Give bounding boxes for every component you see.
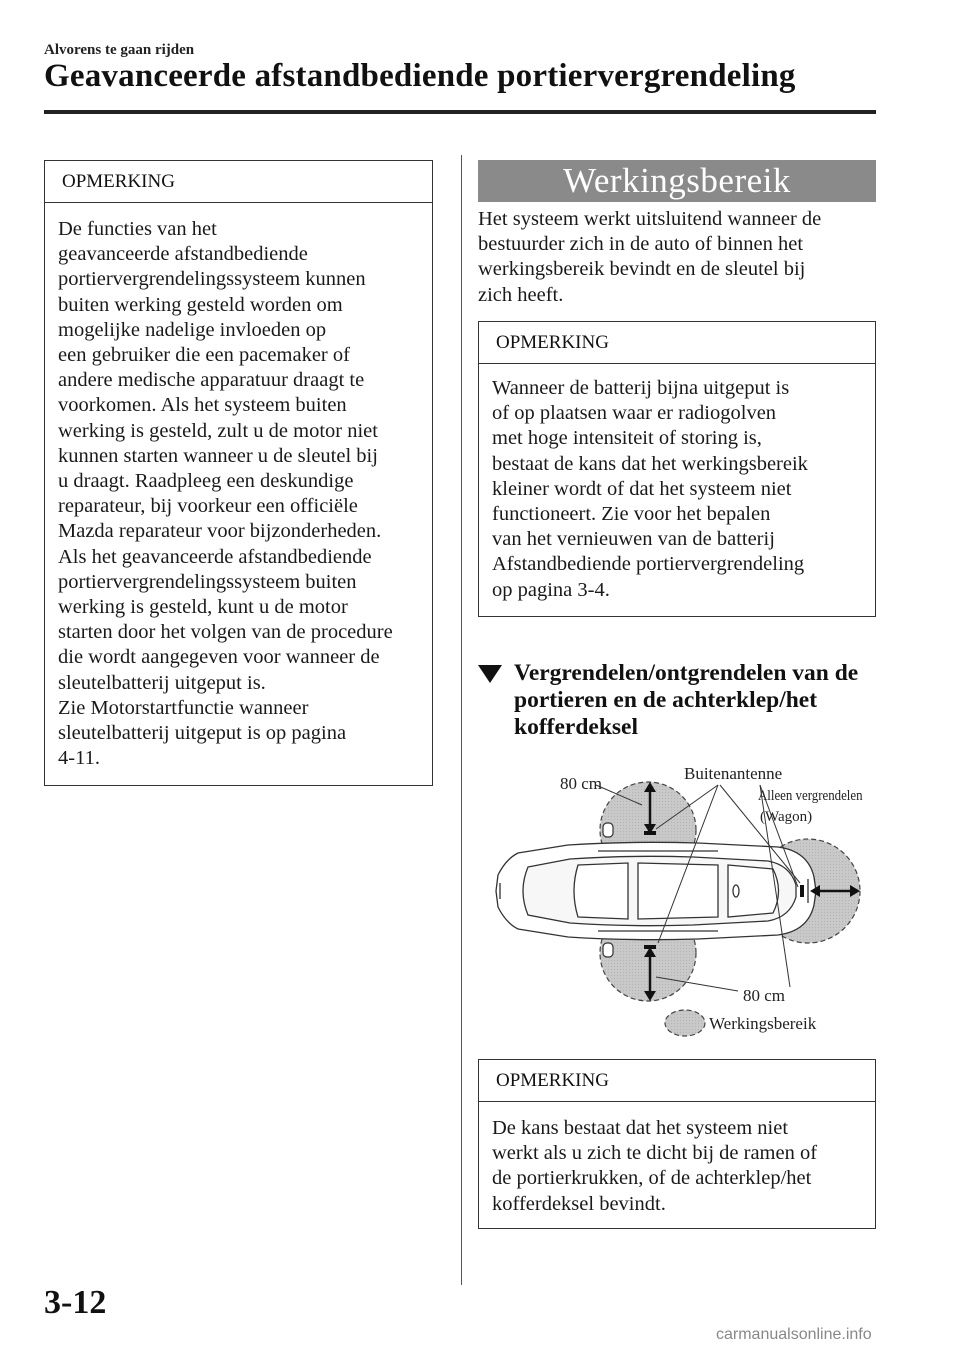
note-line: Als het geavanceerde afstandbediende (58, 545, 372, 568)
note-body (45, 203, 432, 771)
note-line: u draagt. Raadpleeg een deskundige (58, 470, 354, 493)
intro-line: Het systeem werkt uitsluitend wanneer de (478, 208, 822, 230)
note-line: andere medische apparatuur draagt te (58, 369, 365, 392)
note-heading: OPMERKING (479, 322, 875, 364)
note-line: die wordt aangegeven voor wanneer de (58, 646, 380, 669)
note-line: kunnen starten wanneer u de sleutel bij (58, 444, 378, 467)
note-line: Zie Motorstartfunctie wanneer (58, 696, 309, 719)
legend-swatch (665, 1010, 705, 1036)
triangle-bullet-icon (478, 665, 502, 683)
door-handle-marker (603, 823, 613, 837)
note-line: van het vernieuwen van de batterij (492, 528, 775, 551)
page-number: 3-12 (44, 1284, 107, 1321)
subsection-heading-line: Vergrendelen/ontgrendelen van de (514, 660, 859, 686)
note-line: een gebruiker die een pacemaker of (58, 344, 350, 367)
label-distance-bottom: 80 cm (743, 986, 786, 1005)
note-line: Wanneer de batterij bijna uitgeput is (492, 377, 790, 399)
car-top-view (496, 842, 816, 939)
note-line: 4-11. (58, 747, 100, 770)
note-box-right-2 (478, 1059, 876, 1229)
title-rule (44, 110, 876, 114)
note-body (479, 1102, 875, 1217)
note-line: de portierkrukken, of de achterklep/het (492, 1167, 812, 1190)
note-line: met hoge intensiteit of storing is, (492, 427, 762, 450)
note-line: reparateur, bij voorkeur een officiële (58, 495, 358, 518)
note-line: werkt als u zich te dicht bij de ramen of (492, 1142, 818, 1165)
page-title: Geavanceerde afstandbediende portiervergrendeling (44, 58, 796, 94)
subsection-heading-line: portieren en de achterklep/het (514, 687, 818, 713)
note-line: De kans bestaat dat het systeem niet (492, 1117, 789, 1139)
note-box-right-1 (478, 321, 876, 617)
note-line: bestaat de kans dat het werkingsbereik (492, 452, 808, 475)
section-intro (478, 207, 821, 308)
note-line: of op plaatsen waar er radiogolven (492, 402, 777, 425)
note-line: buiten werking gesteld worden om (58, 293, 343, 316)
label-lock-only: Alleen vergrendelen (758, 788, 863, 805)
label-distance-top: 80 cm (560, 774, 603, 793)
legend-label: Werkingsbereik (709, 1014, 817, 1033)
antenna-marker (800, 885, 804, 897)
intro-line: bestuurder zich in de auto of binnen het (478, 233, 804, 256)
note-line: Afstandbediende portiervergrendeling (492, 553, 805, 576)
note-line: starten door het volgen van de procedure (58, 621, 393, 644)
note-line: sleutelbatterij uitgeput is. (58, 671, 266, 694)
note-heading: OPMERKING (479, 1060, 875, 1102)
label-antenna: Buitenantenne (684, 764, 783, 783)
note-line: op pagina 3-4. (492, 578, 610, 601)
section-title-banner: Werkingsbereik (478, 160, 876, 202)
note-box-left (44, 160, 433, 786)
note-line: De functies van het (58, 218, 217, 240)
breadcrumb: Alvorens te gaan rijden (44, 42, 195, 58)
note-heading: OPMERKING (45, 161, 432, 203)
subsection-heading-line: kofferdeksel (514, 714, 639, 740)
note-line: kofferdeksel bevindt. (492, 1192, 666, 1215)
intro-line: werkingsbereik bevindt en de sleutel bij (478, 258, 806, 281)
note-line: werking is gesteld, kunt u de motor (58, 596, 348, 619)
note-line: werking is gesteld, zult u de motor niet (58, 419, 378, 442)
note-body (479, 364, 875, 603)
label-wagon: (Wagon) (760, 809, 813, 825)
note-line: portiervergrendelingssysteem buiten (58, 570, 357, 593)
watermark: carmanualsonline.info (716, 1326, 872, 1343)
note-line: portiervergrendelingssysteem kunnen (58, 268, 366, 291)
note-line: functioneert. Zie voor het bepalen (492, 503, 771, 526)
intro-line: zich heeft. (478, 283, 564, 306)
note-line: kleiner wordt of dat het systeem niet (492, 477, 792, 500)
subsection-heading (478, 660, 858, 741)
note-line: Mazda reparateur voor bijzonderheden. (58, 520, 382, 543)
note-line: sleutelbatterij uitgeput is op pagina (58, 722, 347, 745)
column-divider (461, 155, 462, 1285)
door-handle-marker (603, 943, 613, 957)
note-line: geavanceerde afstandbediende (58, 243, 308, 266)
note-line: mogelijke nadelige invloeden op (58, 318, 327, 341)
range-diagram (478, 755, 876, 1045)
note-line: voorkomen. Als het systeem buiten (58, 394, 347, 417)
